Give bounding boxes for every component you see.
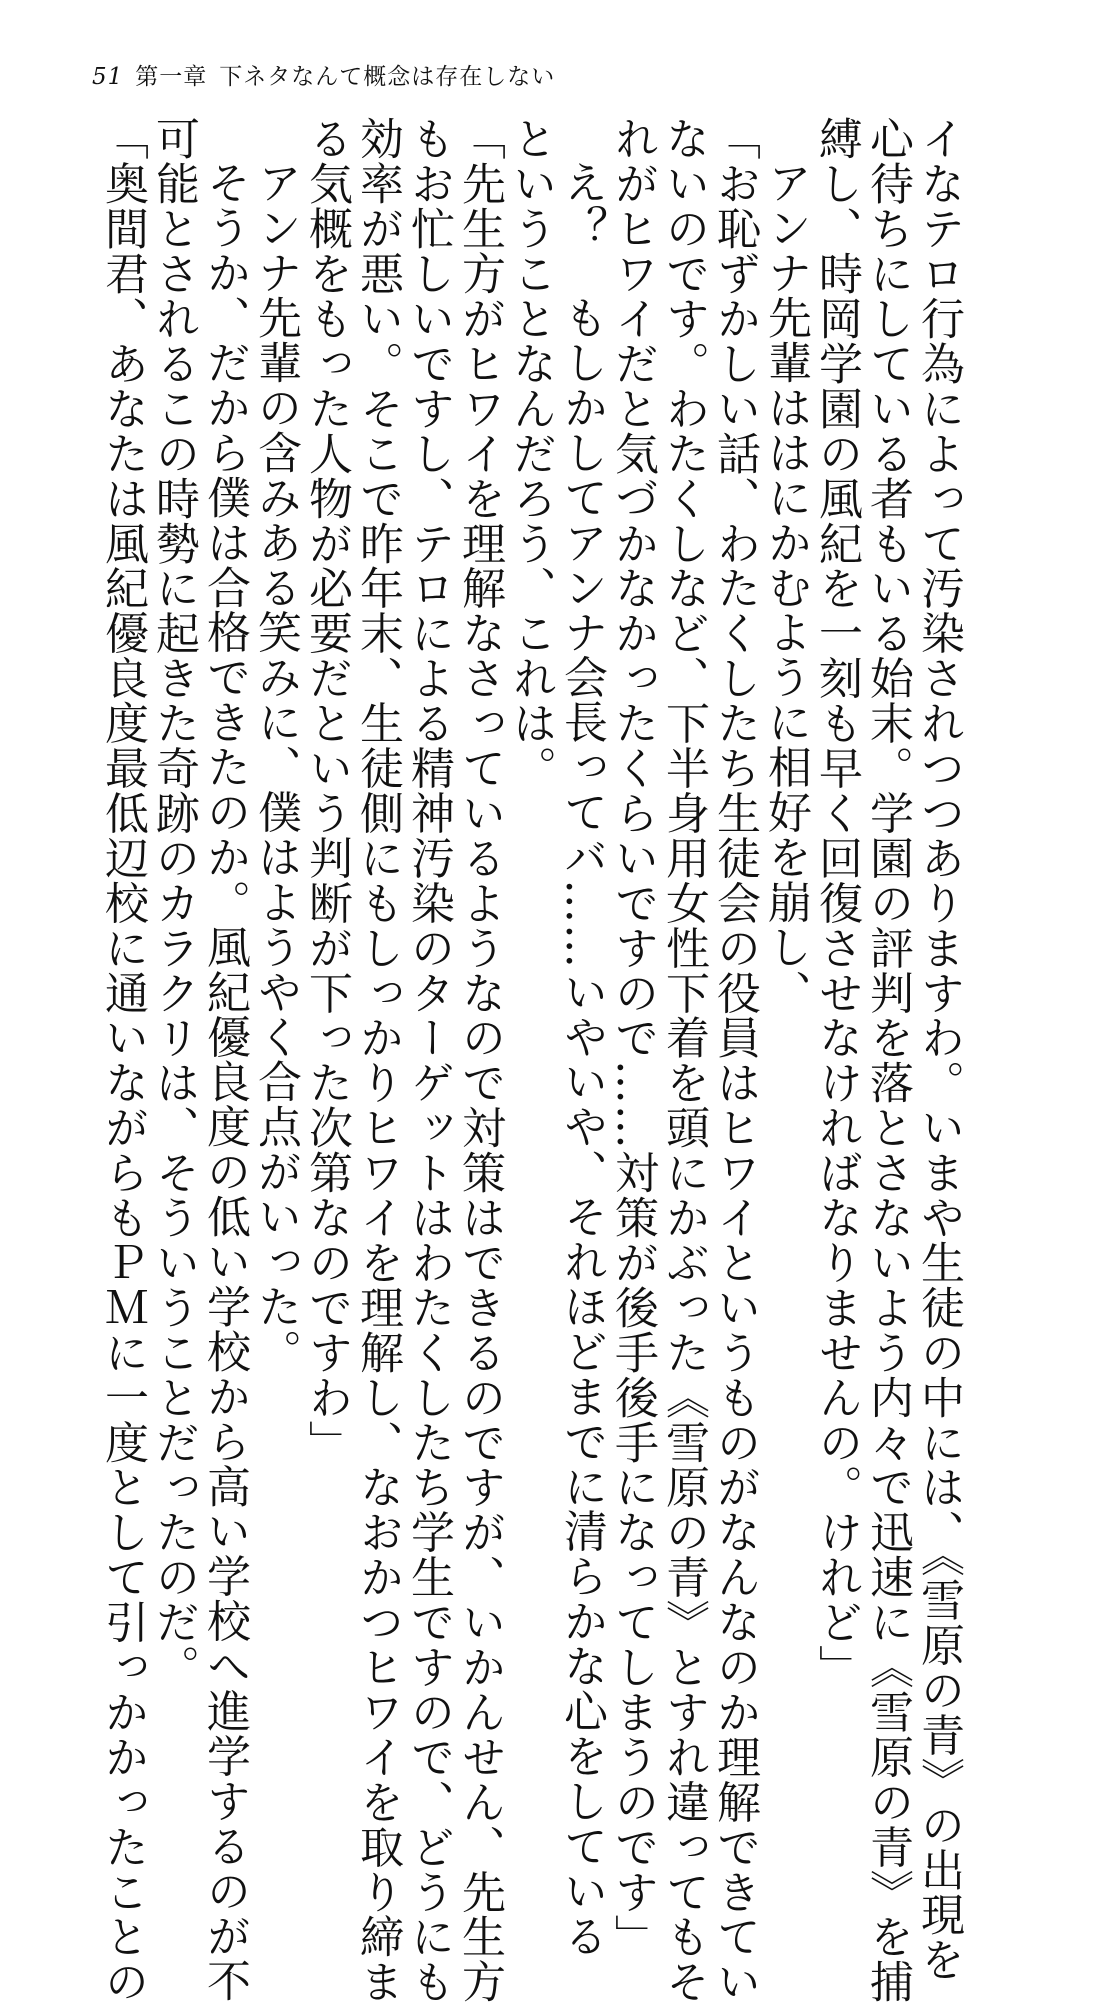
text-line: え？ もしかしてアンナ会長ってバ……いやいや、それほどまでに清らかな心をしている — [556, 160, 607, 1958]
chapter-title: 下ネタなんて概念は存在しない — [219, 64, 556, 90]
text-line: 心待ちにしている者もいる始末。学園の評判を落とさないよう内々で迅速に《雪原の青》を捕 — [862, 116, 913, 2004]
text-line: 「お恥ずかしい話、わたくしたち生徒会の役員はヒワイというものがなんなのか理解できてい — [709, 116, 760, 2004]
vertical-body-text — [97, 116, 964, 2004]
text-line: アンナ先輩の含みある笑みに、僕はようやく合点がいった。 — [250, 160, 301, 1374]
text-line: そうか、だから僕は合格できたのか。風紀優良度の低い学校から高い学校へ進学するのが不 — [199, 160, 250, 2003]
text-line: 可能とされるこの時勢に起きた奇跡のカラクリは、そういうことだったのだ。 — [148, 116, 199, 1690]
text-line: 縛し、時岡学園の風紀を一刻も早く回復させなければなりませんの。けれど」 — [811, 116, 862, 1690]
text-line: もお忙しいですし、テロによる精神汚染のターゲットはわたくしたち学生ですので、どうにも — [403, 116, 454, 2004]
running-header — [92, 58, 555, 98]
text-line: 効率が悪い。そこで昨年末、生徒側にもしっかりヒワイを理解し、なおかつヒワイを取り締ま — [352, 116, 403, 2004]
text-line: る気概をもった人物が必要だという判断が下った次第なのですわ」 — [301, 116, 352, 1465]
text-line: イなテロ行為によって汚染されつつありますわ。いまや生徒の中には、《雪原の青》の出現を — [913, 116, 964, 1982]
text-line: れがヒワイだと気づかなかったくらいですので……対策が後手後手になってしまうのです」 — [607, 116, 658, 1959]
chapter-label: 第一章 — [135, 64, 208, 90]
text-line: 「先生方がヒワイを理解なさっているようなので対策はできるのですが、いかんせん、先生方 — [454, 116, 505, 2004]
text-line: ということなんだろう、これは。 — [505, 116, 556, 791]
text-line: ないのです。わたくしなど、下半身用女性下着を頭にかぶった《雪原の青》とすれ違ってもそ — [658, 116, 709, 2004]
text-line: 「奥間君、あなたは風紀優良度最低辺校に通いながらもＰＭに一度として引っかかったことの — [97, 116, 148, 2004]
page-number: 51 — [92, 64, 124, 90]
text-line: アンナ先輩ははにかむように相好を崩し、 — [760, 160, 811, 1015]
